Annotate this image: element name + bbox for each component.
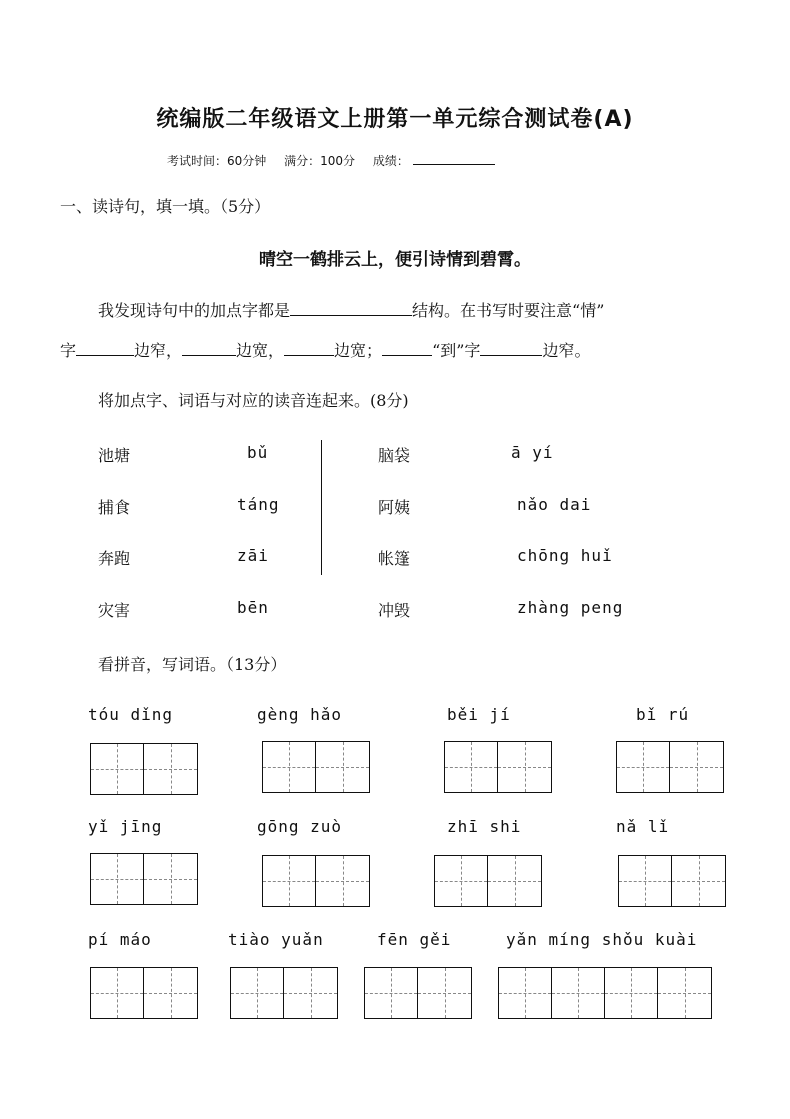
match-left-pinyin-2: táng bbox=[237, 495, 280, 514]
pinyin-prompt: bǐ rú bbox=[636, 705, 690, 724]
grade-label: 成绩： bbox=[372, 154, 409, 168]
match-left-pinyin-3: zāi bbox=[237, 546, 269, 565]
grade-blank[interactable] bbox=[413, 150, 495, 165]
match-right-word-3: 帐篷 bbox=[378, 549, 411, 568]
fill-text-1a: 我发现诗句中的加点字都是 bbox=[98, 301, 291, 320]
fill-text-2e: “到”字 bbox=[432, 341, 481, 360]
fill-line-2 bbox=[60, 338, 590, 361]
page-title: 统编版二年级语文上册第一单元综合测试卷(A) bbox=[156, 107, 634, 132]
pinyin-prompt: tiào yuǎn bbox=[228, 930, 324, 949]
match-right-pinyin-3: chōng huǐ bbox=[517, 546, 613, 565]
fill-blank-2[interactable] bbox=[182, 341, 236, 356]
match-left-pinyin-4: bēn bbox=[237, 598, 269, 617]
match-left-word-1: 池塘 bbox=[98, 446, 131, 465]
fill-blank-1[interactable] bbox=[76, 341, 134, 356]
writing-grid[interactable] bbox=[262, 741, 370, 793]
match-left-pinyin-1: bǔ bbox=[247, 443, 269, 462]
writing-grid-4char[interactable] bbox=[498, 967, 712, 1019]
writing-grid[interactable] bbox=[90, 743, 198, 795]
pinyin-prompt: gèng hǎo bbox=[257, 705, 343, 724]
writing-grid[interactable] bbox=[364, 967, 472, 1019]
fill-text-2d: 边宽； bbox=[334, 341, 383, 360]
section1-heading: 一、读诗句，填一填。（5分） bbox=[60, 197, 271, 216]
writing-grid[interactable] bbox=[90, 853, 198, 905]
full-score: 满分：100分 bbox=[284, 154, 356, 168]
match-right-pinyin-4: zhàng peng bbox=[517, 598, 624, 617]
pinyin-prompt: pí máo bbox=[88, 930, 152, 949]
match-left-word-4: 灾害 bbox=[98, 601, 131, 620]
writing-grid[interactable] bbox=[262, 855, 370, 907]
fill-text-2b: 边窄， bbox=[134, 341, 183, 360]
fill-blank-3[interactable] bbox=[284, 341, 334, 356]
section2-heading: 将加点字、词语与对应的读音连起来。(8分) bbox=[98, 391, 409, 410]
match-left-word-3: 奔跑 bbox=[98, 549, 131, 568]
fill-text-2c: 边宽， bbox=[236, 341, 285, 360]
fill-blank-5[interactable] bbox=[480, 341, 542, 356]
pinyin-prompt: běi jí bbox=[447, 705, 511, 724]
writing-grid[interactable] bbox=[90, 967, 198, 1019]
pinyin-prompt: zhī shi bbox=[447, 817, 522, 836]
fill-text-2a: 字 bbox=[60, 341, 77, 360]
writing-grid[interactable] bbox=[444, 741, 552, 793]
writing-grid[interactable] bbox=[618, 855, 726, 907]
fill-text-2f: 边窄。 bbox=[542, 341, 591, 360]
pinyin-prompt: tóu dǐng bbox=[88, 705, 174, 724]
pinyin-prompt: nǎ lǐ bbox=[616, 817, 670, 836]
exam-time: 考试时间：60分钟 bbox=[167, 154, 267, 168]
writing-grid[interactable] bbox=[616, 741, 724, 793]
writing-grid[interactable] bbox=[434, 855, 542, 907]
writing-grid[interactable] bbox=[230, 967, 338, 1019]
match-left-word-2: 捕食 bbox=[98, 498, 131, 517]
match-right-pinyin-1: ā yí bbox=[511, 443, 554, 462]
match-divider bbox=[321, 440, 322, 575]
match-right-word-2: 阿姨 bbox=[378, 498, 411, 517]
match-right-pinyin-2: nǎo dai bbox=[517, 495, 592, 514]
fill-line-1 bbox=[98, 298, 604, 321]
match-right-word-4: 冲毁 bbox=[378, 601, 411, 620]
exam-meta bbox=[167, 150, 509, 169]
poem-line: 晴空一鹤排云上，便引诗情到碧霄。 bbox=[259, 250, 531, 270]
pinyin-prompt: fēn gěi bbox=[377, 930, 452, 949]
section3-heading: 看拼音，写词语。（13分） bbox=[98, 655, 287, 674]
fill-text-1b: 结构。在书写时要注意“情” bbox=[412, 301, 605, 320]
fill-blank-structure[interactable] bbox=[290, 301, 412, 316]
pinyin-prompt: yǎn míng shǒu kuài bbox=[506, 930, 698, 949]
match-right-word-1: 脑袋 bbox=[378, 446, 411, 465]
fill-blank-4[interactable] bbox=[382, 341, 432, 356]
pinyin-prompt: gōng zuò bbox=[257, 817, 343, 836]
pinyin-prompt: yǐ jīng bbox=[88, 817, 163, 836]
